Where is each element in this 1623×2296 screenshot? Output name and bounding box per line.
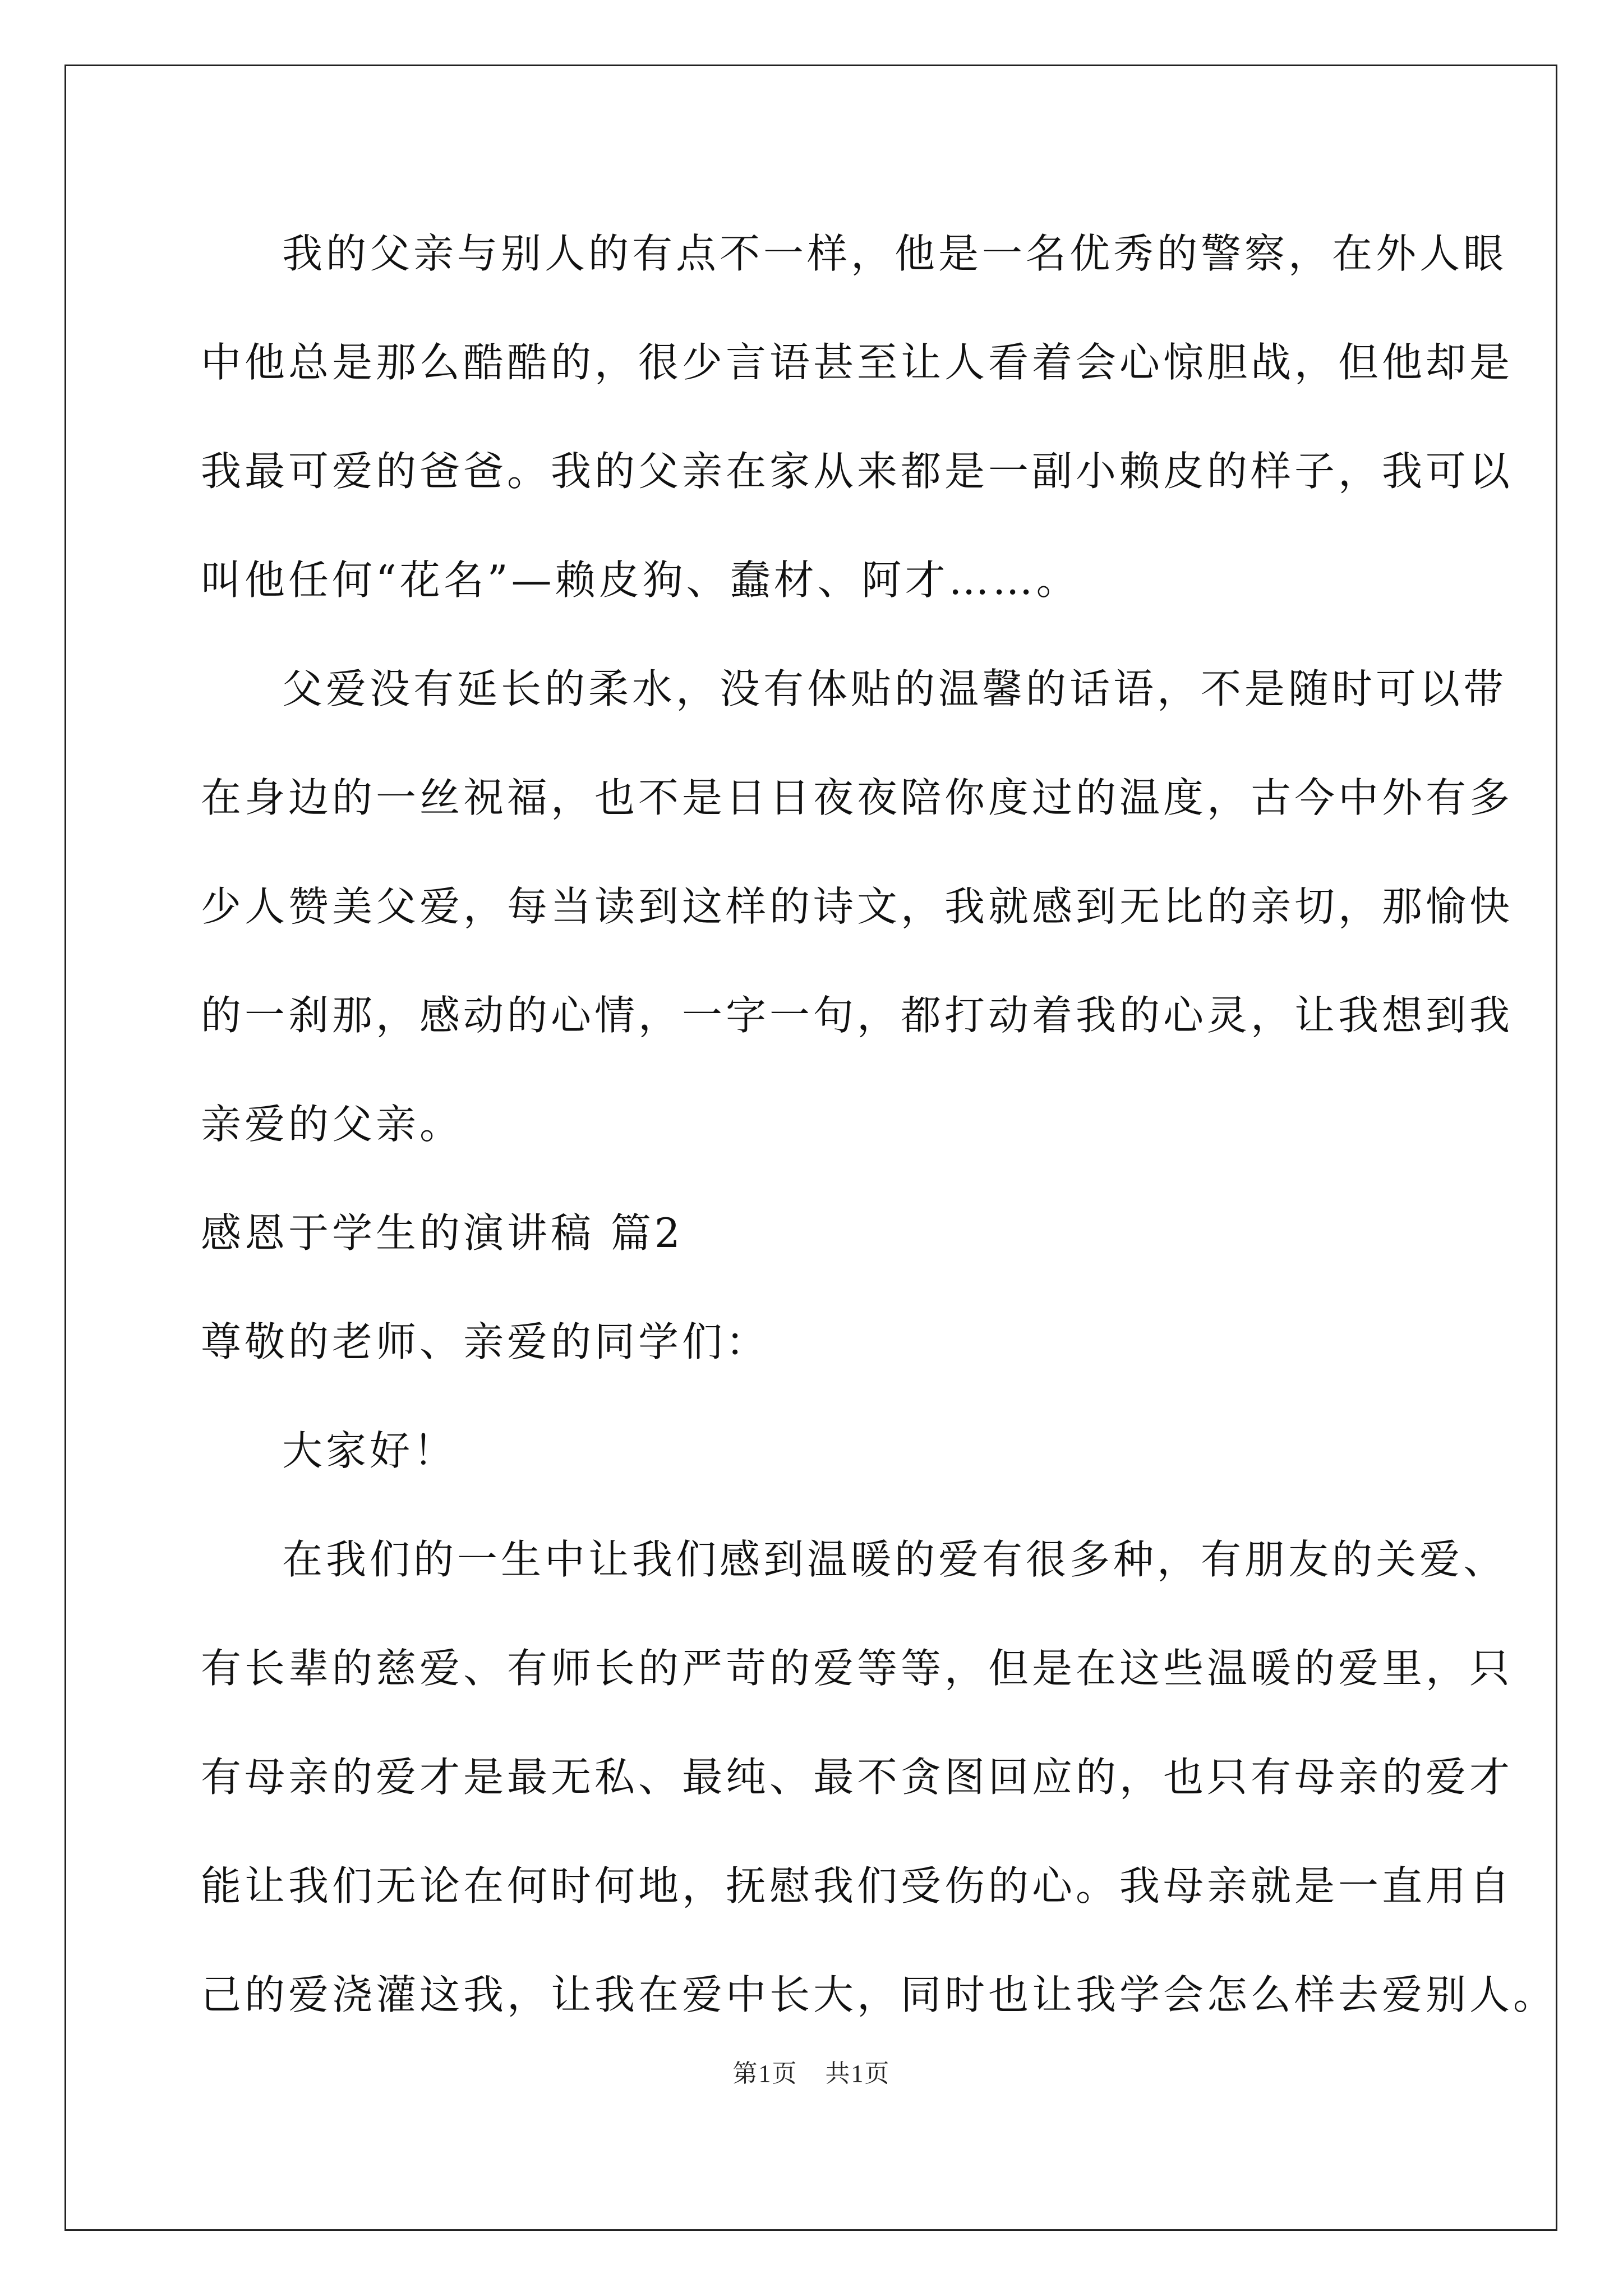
paragraph-1-line-4: 叫他任何“花名”—赖皮狗、蠢材、阿才……。	[201, 556, 1080, 604]
paragraph-3-line-5: 己的爱浇灌这我，让我在爱中长大，同时也让我学会怎么样去爱别人。	[201, 1971, 1557, 2018]
paragraph-3-line-4: 能让我们无论在何时何地，抚慰我们受伤的心。我母亲就是一直用自	[201, 1862, 1514, 1910]
greeting: 大家好！	[282, 1427, 458, 1474]
page-footer	[0, 2053, 1623, 2089]
paragraph-2-line-4: 的一刹那，感动的心情，一字一句，都打动着我的心灵，让我想到我	[201, 992, 1514, 1039]
paragraph-2-line-1: 父爱没有延长的柔水，没有体贴的温馨的话语，不是随时可以带	[282, 665, 1507, 712]
paragraph-1-line-1: 我的父亲与别人的有点不一样，他是一名优秀的警察，在外人眼	[282, 230, 1507, 277]
paragraph-3-line-3: 有母亲的爱才是最无私、最纯、最不贪图回应的，也只有母亲的爱才	[201, 1754, 1514, 1801]
paragraph-2-line-2: 在身边的一丝祝福，也不是日日夜夜陪你度过的温度，古今中外有多	[201, 774, 1514, 821]
paragraph-1-line-3: 我最可爱的爸爸。我的父亲在家从来都是一副小赖皮的样子，我可以	[201, 448, 1514, 495]
salutation: 尊敬的老师、亲爱的同学们：	[201, 1318, 770, 1365]
page-number-current: 第1页	[732, 2060, 798, 2087]
page-number-total: 共1页	[825, 2060, 891, 2087]
paragraph-1-line-2: 中他总是那么酷酷的，很少言语甚至让人看着会心惊胆战，但他却是	[201, 339, 1514, 386]
paragraph-3-line-1: 在我们的一生中让我们感到温暖的爱有很多种，有朋友的关爱、	[282, 1536, 1507, 1583]
paragraph-2-line-3: 少人赞美父爱，每当读到这样的诗文，我就感到无比的亲切，那愉快	[201, 883, 1514, 930]
paragraph-3-line-2: 有长辈的慈爱、有师长的严苛的爱等等，但是在这些温暖的爱里，只	[201, 1645, 1514, 1692]
paragraph-2-line-5: 亲爱的父亲。	[201, 1101, 464, 1148]
section-heading: 感恩于学生的演讲稿 篇2	[201, 1209, 684, 1257]
